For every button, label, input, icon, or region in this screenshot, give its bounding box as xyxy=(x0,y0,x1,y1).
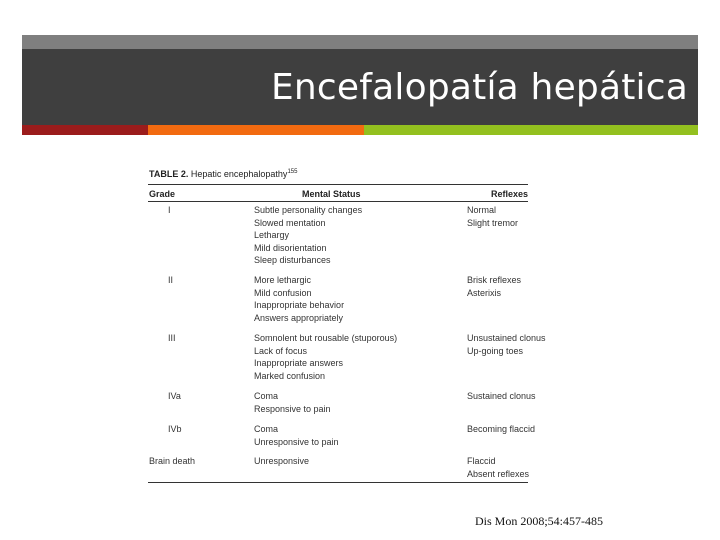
table-caption-text: Hepatic encephalopathy xyxy=(190,169,288,179)
accent-bar-red xyxy=(22,125,148,135)
reflex-line: Becoming flaccid xyxy=(467,424,536,434)
reflex-line: Sustained clonus xyxy=(467,391,536,401)
reflexes-cell xyxy=(467,455,529,480)
grade-cell: I xyxy=(168,205,171,215)
table-caption-ref: 155 xyxy=(287,169,298,175)
mental-status-line: Inappropriate answers xyxy=(254,358,344,369)
mental-status-line: Coma xyxy=(254,391,279,401)
mental-status-line: Lack of focus xyxy=(254,345,308,356)
grade-cell: IVb xyxy=(168,424,182,434)
grade-cell: II xyxy=(168,275,174,285)
accent-bar-green xyxy=(364,125,698,135)
reflex-line: Normal xyxy=(467,205,497,215)
mental-status-line: Sleep disturbances xyxy=(254,255,331,266)
mental-status-line: Coma xyxy=(254,424,279,434)
title-bar xyxy=(22,49,698,125)
citation: Dis Mon 2008;54:457-485 xyxy=(475,514,604,528)
table-caption xyxy=(149,169,297,179)
slide-title: Encefalopatía hepática xyxy=(270,67,688,108)
mental-status-cell xyxy=(254,390,331,415)
grade-cell: Brain death xyxy=(149,456,196,466)
table-top-rule xyxy=(148,184,528,185)
mental-status-line: Unresponsive to pain xyxy=(254,436,339,447)
mental-status-line: Responsive to pain xyxy=(254,403,331,414)
reflexes-cell xyxy=(467,274,521,299)
reflex-line: Slight tremor xyxy=(467,217,519,228)
reflex-line: Asterixis xyxy=(467,287,502,298)
mental-status-line: Lethargy xyxy=(254,230,290,241)
mental-status-cell xyxy=(254,332,397,382)
mental-status-line: Slowed mentation xyxy=(254,217,326,228)
mental-status-cell xyxy=(254,423,339,448)
mental-status-line: Mild confusion xyxy=(254,287,312,298)
header-grade: Grade xyxy=(149,189,176,199)
mental-status-line: Answers appropriately xyxy=(254,312,344,323)
mental-status-line: Mild disorientation xyxy=(254,242,327,253)
mental-status-line: Marked confusion xyxy=(254,370,326,381)
reflexes-cell xyxy=(467,204,518,229)
grade-cell: III xyxy=(168,333,176,343)
accent-bar-orange xyxy=(148,125,364,135)
mental-status-cell xyxy=(254,455,309,468)
mental-status-line: Inappropriate behavior xyxy=(254,300,345,311)
reflex-line: Flaccid xyxy=(467,456,496,466)
mental-status-line: Subtle personality changes xyxy=(254,205,363,215)
reflex-line: Absent reflexes xyxy=(467,468,530,479)
header-mental-status: Mental Status xyxy=(302,189,361,199)
mental-status-cell xyxy=(254,204,362,267)
reflexes-cell xyxy=(467,423,535,436)
header-reflexes: Reflexes xyxy=(491,189,529,199)
table-bottom-rule xyxy=(148,482,528,483)
mental-status-line: Unresponsive xyxy=(254,456,310,466)
reflexes-cell xyxy=(467,390,536,403)
title-top-strip xyxy=(22,35,698,49)
mental-status-line: More lethargic xyxy=(254,275,312,285)
table-caption-label: TABLE 2. xyxy=(149,169,189,179)
reflex-line: Up-going toes xyxy=(467,345,524,356)
grade-cell: IVa xyxy=(168,391,181,401)
mental-status-line: Somnolent but rousable (stuporous) xyxy=(254,333,398,343)
reflexes-cell xyxy=(467,332,546,357)
reflex-line: Brisk reflexes xyxy=(467,275,522,285)
table-header-rule xyxy=(148,201,528,202)
reflex-line: Unsustained clonus xyxy=(467,333,546,343)
mental-status-cell xyxy=(254,274,344,324)
